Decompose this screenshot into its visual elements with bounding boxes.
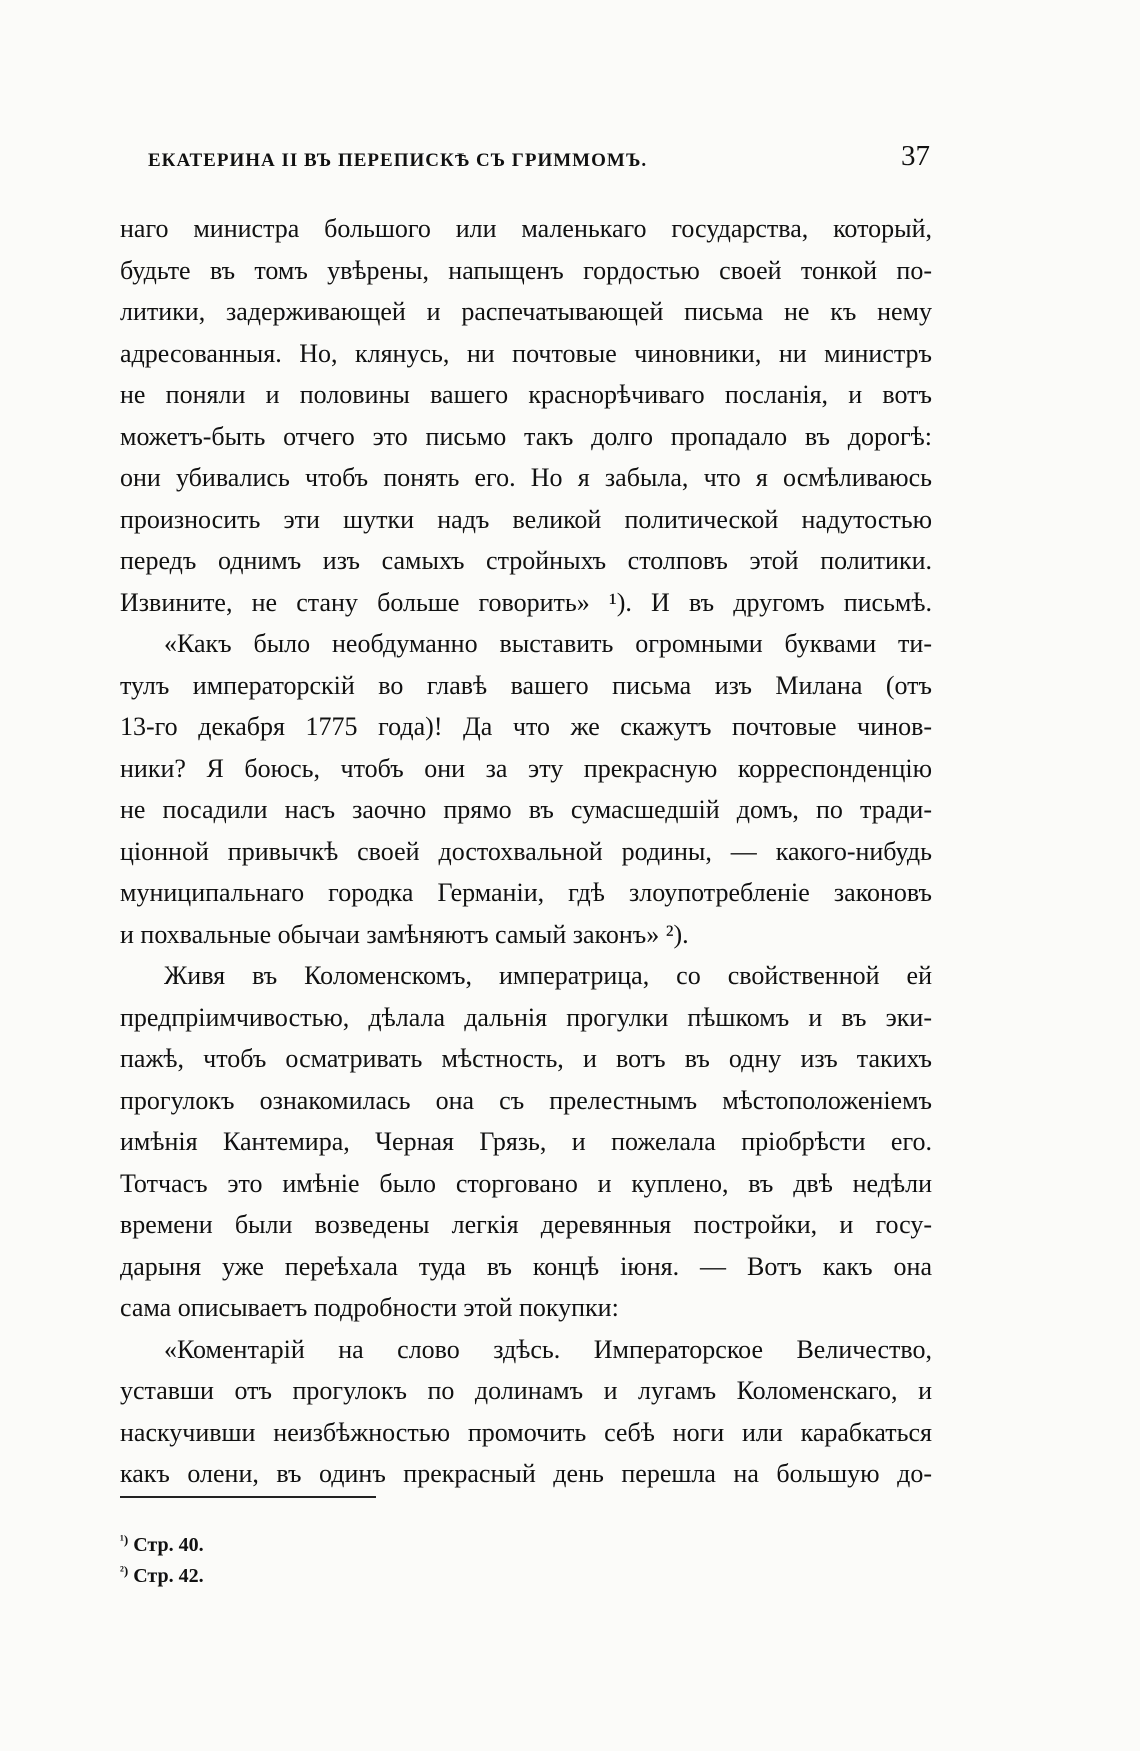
body-text — [120, 208, 932, 1495]
text-line: «Коментарій на слово здѣсь. Императорское Величество, — [164, 1334, 932, 1364]
text-line: дарыня уже переѣхала туда въ концѣ іюня. — Вотъ какъ она — [120, 1251, 932, 1281]
text-line: сама описываетъ подробности этой покупки: — [120, 1293, 619, 1322]
text-line: муниципальнаго городка Германіи, гдѣ злоупотребленіе законовъ — [120, 878, 932, 907]
text-line: наскучивши неизбѣжностью промочить себѣ ноги или карабкаться — [120, 1417, 932, 1447]
text-line: ціонной привычкѣ своей достохвальной родины, — какого-нибудь — [120, 836, 932, 866]
text-line: они убивались чтобъ понять его. Но я забыла, что я осмѣливаюсь — [120, 463, 932, 492]
text-line: и похвальные обычаи замѣняютъ самый законъ» ²). — [120, 919, 689, 949]
text-line: передъ однимъ изъ самыхъ стройныхъ столповъ этой политики. — [120, 546, 932, 575]
text-line: прогулокъ ознакомилась она съ прелестнымъ мѣстоположеніемъ — [120, 1085, 932, 1115]
footnote-divider — [120, 1496, 376, 1498]
text-line: какъ олени, въ одинъ прекрасный день перешла на большую до- — [120, 1459, 932, 1488]
page-header — [148, 140, 930, 180]
text-line: можетъ-быть отчего это письмо такъ долго пропадало въ дорогѣ: — [120, 421, 932, 451]
footnote-text: Стр. 40. — [133, 1534, 204, 1556]
text-line: адресованныя. Но, клянусь, ни почтовые чиновники, ни министръ — [120, 338, 932, 368]
text-line: произносить эти шутки надъ великой политической надутостью — [120, 504, 932, 534]
text-line: Тотчасъ это имѣніе было сторговано и куплено, въ двѣ недѣли — [120, 1168, 932, 1198]
text-line: наго министра большого или маленькаго государства, который, — [120, 214, 932, 243]
text-line: имѣнія Кантемира, Черная Грязь, и пожелала пріобрѣсти его. — [120, 1127, 932, 1156]
text-line: «Какъ было необдуманно выставить огромными буквами ти- — [164, 629, 932, 658]
footnote-text: Стр. 42. — [133, 1565, 204, 1587]
text-line: Извините, не стану больше говорить» ¹). И въ другомъ письмѣ. — [120, 587, 932, 617]
text-line: Живя въ Коломенскомъ, императрица, со свойственной ей — [164, 961, 932, 990]
footnote-2 — [120, 1561, 520, 1592]
text-line: не посадили насъ заочно прямо въ сумасшедшій домъ, по тради- — [120, 795, 932, 824]
text-line: не поняли и половины вашего краснорѣчиваго посланія, и вотъ — [120, 380, 932, 409]
text-line: ники? Я боюсь, чтобъ они за эту прекрасную корреспонденцію — [120, 753, 932, 783]
text-line: будьте въ томъ увѣрены, напыщенъ гордостью своей тонкой по- — [120, 255, 932, 285]
text-line: уставши отъ прогулокъ по долинамъ и лугамъ Коломенскаго, и — [120, 1376, 932, 1405]
footnote-marker: ²) — [120, 1563, 129, 1578]
text-line: 13-го декабря 1775 года)! Да что же скажутъ почтовые чинов- — [120, 712, 932, 741]
footnotes — [120, 1530, 520, 1592]
text-line: времени были возведены легкія деревянныя постройки, и госу- — [120, 1210, 932, 1239]
running-head: ЕКАТЕРИНА II ВЪ ПЕРЕПИСКѢ СЪ ГРИММОМЪ. — [148, 150, 648, 171]
footnote-marker: ¹) — [120, 1532, 129, 1547]
text-line: пажѣ, чтобъ осматривать мѣстность, и вотъ въ одну изъ такихъ — [120, 1044, 932, 1073]
page-number: 37 — [901, 140, 930, 172]
footnote-1 — [120, 1530, 520, 1561]
text-line: тулъ императорскій во главѣ вашего письма изъ Милана (отъ — [120, 670, 932, 700]
text-line: литики, задерживающей и распечатывающей письма не къ нему — [120, 297, 932, 326]
text-line: предпріимчивостью, дѣлала дальнія прогулки пѣшкомъ и въ эки- — [120, 1002, 932, 1032]
